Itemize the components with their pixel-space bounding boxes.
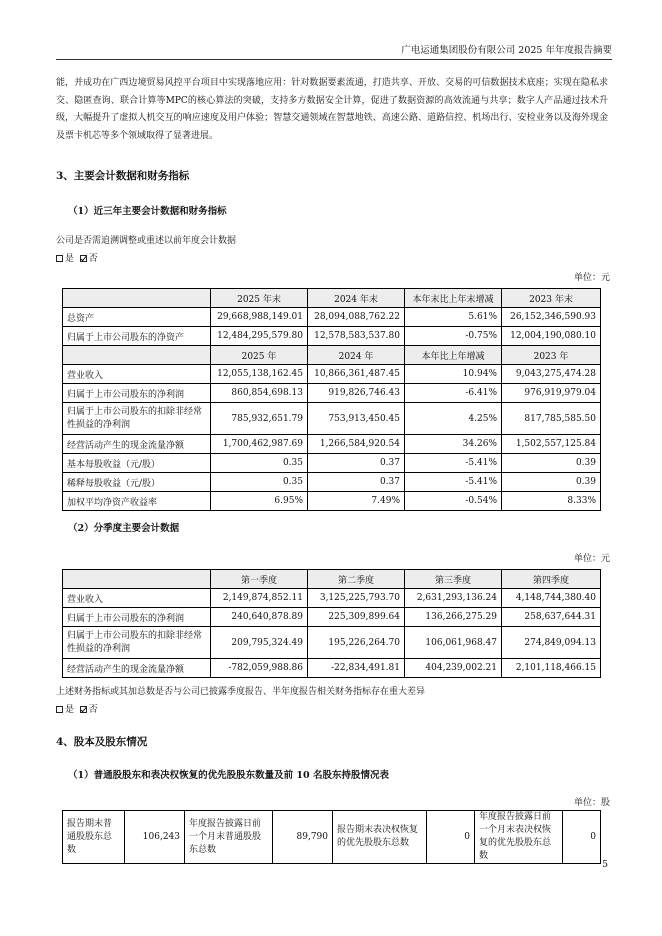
checkbox-no-checked-icon bbox=[80, 255, 87, 262]
table-row bbox=[63, 365, 601, 384]
table-row bbox=[63, 403, 601, 435]
column-header: 2024 年末 bbox=[308, 289, 405, 308]
cell-value: 3,125,225,793.70 bbox=[308, 589, 405, 608]
shareholder-count-table bbox=[62, 810, 601, 864]
cell-value: 8.33% bbox=[502, 492, 601, 511]
cell-value: 12,578,583,537.80 bbox=[308, 327, 405, 346]
option-yes-label: 是 bbox=[65, 705, 75, 715]
cell-value: -5.41% bbox=[405, 473, 502, 492]
column-header: 2023 年末 bbox=[502, 289, 601, 308]
row-label: 稀释每股收益（元/股） bbox=[63, 473, 211, 492]
cell-value: 0.37 bbox=[308, 473, 405, 492]
cell-value: 753,913,450.45 bbox=[308, 403, 405, 435]
column-header: 本年比上年增减 bbox=[405, 346, 502, 365]
cell-value: -782,059,988.86 bbox=[211, 659, 308, 678]
row-label: 总资产 bbox=[63, 308, 211, 327]
column-header: 2025 年 bbox=[211, 346, 308, 365]
cell-value: 12,484,295,579.80 bbox=[211, 327, 308, 346]
cell-value: 89,790 bbox=[273, 811, 333, 864]
subsection-3-2-title: （2）分季度主要会计数据 bbox=[68, 523, 180, 534]
table-row bbox=[63, 659, 601, 678]
option-yes-label: 是 bbox=[65, 254, 75, 264]
cell-value: 225,309,899.64 bbox=[308, 608, 405, 627]
table-row bbox=[63, 473, 601, 492]
unit-label: 单位：元 bbox=[573, 273, 610, 283]
cell-value: 240,640,878.89 bbox=[211, 608, 308, 627]
table-row bbox=[63, 608, 601, 627]
cell-value: 10.94% bbox=[405, 365, 502, 384]
cell-value: 817,785,585.50 bbox=[502, 403, 601, 435]
cell-value: 195,226,264.70 bbox=[308, 627, 405, 659]
restatement-options bbox=[56, 251, 98, 264]
cell-value: 34.26% bbox=[405, 435, 502, 454]
cell-value: 0.35 bbox=[211, 473, 308, 492]
cell-value: 1,700,462,987.69 bbox=[211, 435, 308, 454]
page-number: 5 bbox=[602, 860, 608, 870]
column-header: 2025 年末 bbox=[211, 289, 308, 308]
table-header-row bbox=[63, 289, 601, 308]
cell-value: 404,239,002.21 bbox=[405, 659, 502, 678]
cell-label: 报告期末普通股股东总数 bbox=[63, 811, 125, 864]
cell-value: 4,148,744,380.40 bbox=[502, 589, 601, 608]
cell-value: -5.41% bbox=[405, 454, 502, 473]
unit-label: 单位：元 bbox=[573, 554, 610, 564]
cell-value: 0 bbox=[427, 811, 475, 864]
intro-paragraph: 能，并成功在广西边境贸易风控平台项目中实现落地应用：针对数据要素流通，打造共享、开放、交易的可信数据技术底座；实现在隐私求交、隐匿查询、联合计算等MPC的核心算法的突破，支持多方数据安全计算，促进了数据资源的高效流通与共享；数字人产品通过技术升级，大幅提升了虚拟人机交互的响应速度及用户体验；智慧交通领域在智慧地铁、高速公路、道路信控、机场出行、安检业务以及海外现金及票卡机芯等多个领域取得了显著进展。 bbox=[56, 78, 608, 141]
cell-label: 年度报告披露日前一个月末表决权恢复的优先股股东总数 bbox=[475, 811, 563, 864]
cell-value: 6.95% bbox=[211, 492, 308, 511]
cell-value: 2,101,118,466.15 bbox=[502, 659, 601, 678]
cell-value: -22,834,491.81 bbox=[308, 659, 405, 678]
row-label: 基本每股收益（元/股） bbox=[63, 454, 211, 473]
column-header: 第一季度 bbox=[211, 570, 308, 589]
cell-value: 10,866,361,487.45 bbox=[308, 365, 405, 384]
cell-value: -0.75% bbox=[405, 327, 502, 346]
row-label: 归属于上市公司股东的净利润 bbox=[63, 384, 211, 403]
column-header: 第二季度 bbox=[308, 570, 405, 589]
cell-value: 5.61% bbox=[405, 308, 502, 327]
cell-value: 12,055,138,162.45 bbox=[211, 365, 308, 384]
cell-value: 0.37 bbox=[308, 454, 405, 473]
cell-value: 2,149,874,852.11 bbox=[211, 589, 308, 608]
section-3-title: 3、主要会计数据和财务指标 bbox=[56, 170, 190, 182]
cell-label: 年度报告披露日前一个月末普通股股东总数 bbox=[185, 811, 273, 864]
cell-value: 9,043,275,474.28 bbox=[502, 365, 601, 384]
quarterly-data-table bbox=[62, 569, 601, 678]
cell-label: 报告期末表决权恢复的优先股股东总数 bbox=[333, 811, 427, 864]
subsection-3-1-title: （1）近三年主要会计数据和财务指标 bbox=[68, 206, 227, 217]
unit-label: 单位：股 bbox=[573, 798, 610, 808]
cell-value: 1,502,557,125.84 bbox=[502, 435, 601, 454]
row-label: 加权平均净资产收益率 bbox=[63, 492, 211, 511]
cell-value: 12,004,190,080.10 bbox=[502, 327, 601, 346]
cell-value: 0.39 bbox=[502, 454, 601, 473]
option-no-label: 否 bbox=[88, 705, 98, 715]
table-row bbox=[63, 454, 601, 473]
table-header-row bbox=[63, 346, 601, 365]
cell-value: 29,668,988,149.01 bbox=[211, 308, 308, 327]
variance-options bbox=[56, 702, 98, 715]
cell-value: 258,637,644.31 bbox=[502, 608, 601, 627]
page-header bbox=[56, 42, 612, 60]
cell-value: 26,152,346,590.93 bbox=[502, 308, 601, 327]
row-label: 营业收入 bbox=[63, 365, 211, 384]
table-header-row bbox=[63, 570, 601, 589]
cell-value: 785,932,651.79 bbox=[211, 403, 308, 435]
table-row bbox=[63, 589, 601, 608]
cell-value: 106,243 bbox=[125, 811, 185, 864]
table-row bbox=[63, 327, 601, 346]
table-row bbox=[63, 492, 601, 511]
table-row bbox=[63, 308, 601, 327]
row-label: 归属于上市公司股东的净利润 bbox=[63, 608, 211, 627]
cell-value: 209,795,324.49 bbox=[211, 627, 308, 659]
cell-value: 136,266,275.29 bbox=[405, 608, 502, 627]
section-4-title: 4、股本及股东情况 bbox=[56, 736, 148, 748]
cell-value: 919,826,746.43 bbox=[308, 384, 405, 403]
row-label: 营业收入 bbox=[63, 589, 211, 608]
cell-value: 7.49% bbox=[308, 492, 405, 511]
row-label: 归属于上市公司股东的净资产 bbox=[63, 327, 211, 346]
cell-value: 0.35 bbox=[211, 454, 308, 473]
cell-value: 274,849,094.13 bbox=[502, 627, 601, 659]
cell-value: 860,854,698.13 bbox=[211, 384, 308, 403]
table-row bbox=[63, 811, 601, 864]
quarterly-variance-note: 上述财务指标或其加总数是否与公司已披露季度报告、半年度报告相关财务指标存在重大差异 bbox=[56, 687, 426, 697]
row-label: 经营活动产生的现金流量净额 bbox=[63, 435, 211, 454]
restatement-question: 公司是否需追溯调整或重述以前年度会计数据 bbox=[56, 236, 237, 246]
column-header: 本年末比上年末增减 bbox=[405, 289, 502, 308]
column-header: 第三季度 bbox=[405, 570, 502, 589]
cell-value: 2,631,293,136.24 bbox=[405, 589, 502, 608]
checkbox-no-checked-icon bbox=[80, 706, 87, 713]
cell-value: 0 bbox=[563, 811, 601, 864]
checkbox-yes-icon bbox=[56, 255, 63, 262]
cell-value: 0.39 bbox=[502, 473, 601, 492]
cell-value: 28,094,088,762.22 bbox=[308, 308, 405, 327]
column-header: 2024 年 bbox=[308, 346, 405, 365]
table-row bbox=[63, 627, 601, 659]
row-label: 经营活动产生的现金流量净额 bbox=[63, 659, 211, 678]
row-label: 归属于上市公司股东的扣除非经常性损益的净利润 bbox=[63, 627, 211, 659]
cell-value: 106,061,968.47 bbox=[405, 627, 502, 659]
column-header: 第四季度 bbox=[502, 570, 601, 589]
cell-value: -6.41% bbox=[405, 384, 502, 403]
cell-value: 4.25% bbox=[405, 403, 502, 435]
table-row bbox=[63, 384, 601, 403]
row-label: 归属于上市公司股东的扣除非经常性损益的净利润 bbox=[63, 403, 211, 435]
option-no-label: 否 bbox=[88, 254, 98, 264]
cell-value: 976,919,979.04 bbox=[502, 384, 601, 403]
subsection-4-1-title: （1）普通股股东和表决权恢复的优先股股东数量及前 10 名股东持股情况表 bbox=[68, 770, 389, 781]
column-header: 2023 年 bbox=[502, 346, 601, 365]
three-year-data-table bbox=[62, 288, 601, 511]
report-title: 广电运通集团股份有限公司 2025 年年度报告摘要 bbox=[401, 45, 612, 56]
cell-value: -0.54% bbox=[405, 492, 502, 511]
cell-value: 1,266,584,920.54 bbox=[308, 435, 405, 454]
table-row bbox=[63, 435, 601, 454]
checkbox-yes-icon bbox=[56, 706, 63, 713]
